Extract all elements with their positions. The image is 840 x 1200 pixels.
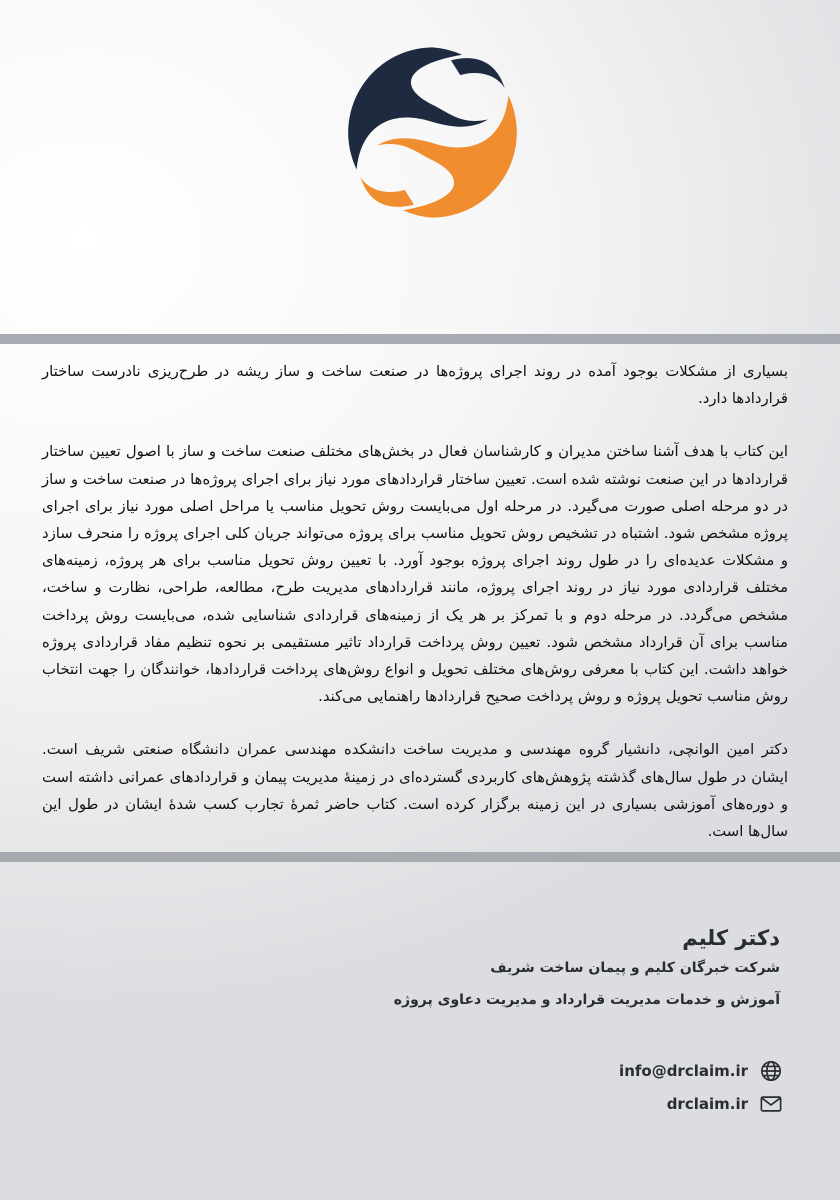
paragraph-author-bio: دکتر امین الوانچی، دانشیار گروه مهندسی و مدیریت ساخت دانشکده مهندسی عمران دانشگاه صنعتی شریف است. ایشان در طول سال‌های گذشته پژوهش‌های کاربردی گسترده‌ای در زمینهٔ مدیریت پیمان و قراردادهای عمرانی داشته است و دوره‌های آموزشی بسیاری در این زمینه برگزار کرده است. کتاب حاضر ثمرهٔ تجارب کسب شدهٔ ایشان در طول این سال‌ها است. [42, 741, 788, 841]
company-logo [340, 40, 525, 225]
logo-navy-tip [451, 58, 505, 88]
email-text[interactable]: info@drclaim.ir [619, 1062, 748, 1080]
contact-website[interactable] [667, 1095, 782, 1113]
globe-icon [760, 1060, 782, 1082]
top-divider-band [0, 334, 840, 344]
bottom-divider-band [0, 852, 840, 862]
publisher-services: آموزش و خدمات مدیریت قرارداد و مدیریت دعاوی پروژه [393, 992, 780, 1008]
paragraph-intro: بسیاری از مشکلات بوجود آمده در روند اجرای پروژه‌ها در صنعت ساخت و ساز ریشه در طرح‌ریزی نادرست ساختار قراردادها دارد. [42, 363, 788, 408]
website-text[interactable]: drclaim.ir [666, 1095, 748, 1113]
publisher-company: شرکت خبرگان کلیم و پیمان ساخت شریف [490, 960, 780, 976]
envelope-icon [760, 1095, 782, 1113]
paragraph-book-purpose: این کتاب با هدف آشنا ساختن مدیران و کارشناسان فعال در بخش‌های مختلف صنعت ساخت و ساز با اصول تعیین ساختار قراردادها در این صنعت نوشته شده است. تعیین ساختار قراردادهای مورد نیاز برای اجرای پروژه‌ها در صنعت ساخت و ساز در دو مرحله اصلی صورت می‌گیرد. در مرحله اول می‌بایست روش تحویل مناسب یا مراحل اصلی مورد نیاز برای اجرای پروژه مشخص شود. اشتباه در تشخیص روش تحویل مناسب برای پروژه می‌تواند جریان کلی اجرای پروژه را منحرف سازد و مشکلات عدیده‌ای را در طول روند اجرای پروژه بوجود آورد. با تعیین روش تحویل مناسب برای هر پروژه، زمینه‌های مختلف قراردادی مورد نیاز در روند اجرای پروژه، مانند قراردادهای مدیریت طرح، مطالعه، طراحی، نظارت و ساخت، مشخص می‌گردد. در مرحله دوم و با تمرکز بر هر یک از زمینه‌های قراردادی شناسایی شده، می‌بایست روش پرداخت مناسب برای آن قرارداد مشخص شود. تعیین روش پرداخت قرارداد تاثیر مستقیمی بر نحوه تنظیم مفاد قراردادی پروژه خواهد داشت. این کتاب با معرفی روش‌های مختلف تحویل و انواع روش‌های پرداخت قراردادها، خوانندگان را جهت انتخاب روش مناسب تحویل پروژه و روش پرداخت صحیح قراردادها راهنمایی می‌کند. [42, 443, 788, 706]
logo-orange-tip [360, 177, 414, 207]
publisher-title: دکتر کلیم [682, 926, 780, 950]
publisher-block [220, 926, 780, 1024]
contact-email[interactable] [619, 1060, 782, 1082]
description-text [42, 358, 788, 871]
